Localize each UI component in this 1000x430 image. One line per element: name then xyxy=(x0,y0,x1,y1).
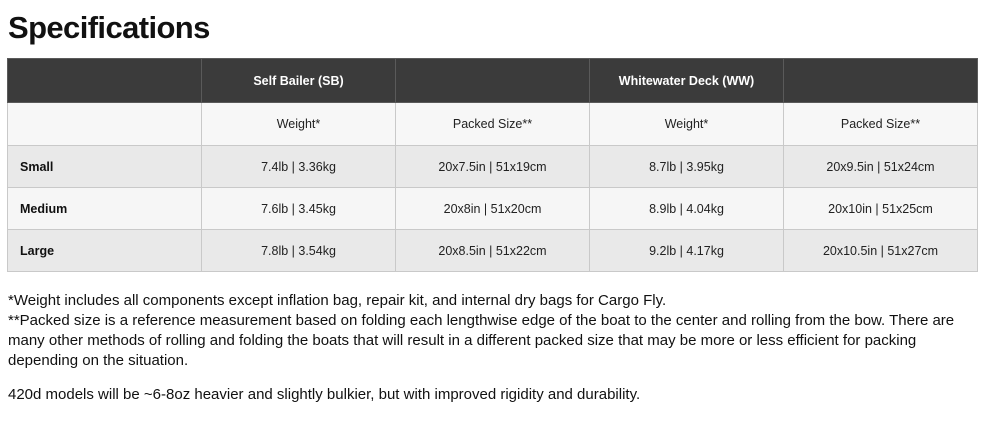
table-cell: 7.8lb | 3.54kg xyxy=(202,230,396,272)
row-label-large: Large xyxy=(8,230,202,272)
group-header-empty xyxy=(8,59,202,103)
footnotes xyxy=(8,291,983,405)
subheader-sb-weight: Weight* xyxy=(202,103,396,146)
table-cell: 20x7.5in | 51x19cm xyxy=(396,146,590,188)
page-title: Specifications xyxy=(8,10,210,45)
table-cell: 20x8.5in | 51x22cm xyxy=(396,230,590,272)
table-cell: 8.9lb | 4.04kg xyxy=(590,188,784,230)
specifications-table xyxy=(7,58,978,272)
group-header-self-bailer: Self Bailer (SB) xyxy=(202,59,396,103)
table-subheader-row xyxy=(8,103,978,146)
table-cell: 8.7lb | 3.95kg xyxy=(590,146,784,188)
table-cell: 7.6lb | 3.45kg xyxy=(202,188,396,230)
table-group-header-row xyxy=(8,59,978,103)
subheader-sb-packed-size: Packed Size** xyxy=(396,103,590,146)
row-label-medium: Medium xyxy=(8,188,202,230)
table-row xyxy=(8,188,978,230)
table-cell: 20x9.5in | 51x24cm xyxy=(784,146,978,188)
table-cell: 20x8in | 51x20cm xyxy=(396,188,590,230)
table-row xyxy=(8,146,978,188)
group-header-blank xyxy=(784,59,978,103)
subheader-empty xyxy=(8,103,202,146)
row-label-small: Small xyxy=(8,146,202,188)
table-cell: 20x10.5in | 51x27cm xyxy=(784,230,978,272)
subheader-ww-packed-size: Packed Size** xyxy=(784,103,978,146)
packed-size-footnote: **Packed size is a reference measurement based on folding each lengthwise edge of the boat to the center and rolling from the bow. There are many other methods of rolling and folding the boats that will result in a different packed size that may be more or less efficient for packing depending on the situation. xyxy=(8,312,955,369)
table-cell: 9.2lb | 4.17kg xyxy=(590,230,784,272)
group-header-whitewater-deck: Whitewater Deck (WW) xyxy=(590,59,784,103)
table-cell: 7.4lb | 3.36kg xyxy=(202,146,396,188)
subheader-ww-weight: Weight* xyxy=(590,103,784,146)
group-header-blank xyxy=(396,59,590,103)
material-note: 420d models will be ~6-8oz heavier and slightly bulkier, but with improved rigidity and durability. xyxy=(8,386,641,403)
table-cell: 20x10in | 51x25cm xyxy=(784,188,978,230)
weight-footnote: *Weight includes all components except inflation bag, repair kit, and internal dry bags for Cargo Fly. xyxy=(8,292,667,309)
table-row xyxy=(8,230,978,272)
